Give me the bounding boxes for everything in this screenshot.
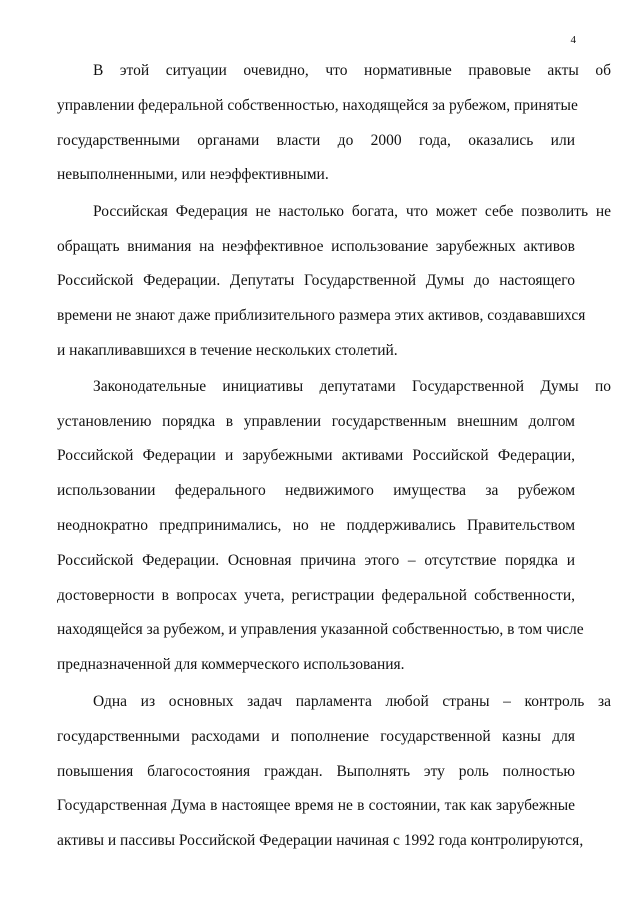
paragraph-2-line-1: Российская Федерация не настолько богата, что может себе позволить не xyxy=(93,203,611,220)
paragraph-3-line-7: достоверности в вопросах учета, регистрации федеральной собственности, xyxy=(57,587,575,604)
paragraph-3-line-1: Законодательные инициативы депутатами Государственной Думы по xyxy=(93,378,611,395)
paragraph-4-line-3: повышения благосостояния граждан. Выполнять эту роль полностью xyxy=(57,763,575,780)
paragraph-1-line-3: государственными органами власти до 2000 года, оказались или xyxy=(57,132,575,149)
paragraph-2-line-3: Российской Федерации. Депутаты Государственной Думы до настоящего xyxy=(57,272,575,289)
page-number: 4 xyxy=(570,34,576,46)
paragraph-3-line-6: Российской Федерации. Основная причина этого – отсутствие порядка и xyxy=(57,552,575,569)
paragraph-4-line-2: государственными расходами и пополнение государственной казны для xyxy=(57,728,575,745)
paragraph-3-line-2: установлению порядка в управлении государственным внешним долгом xyxy=(57,413,575,430)
paragraph-3-line-9: предназначенной для коммерческого использования. xyxy=(57,656,405,673)
paragraph-3-line-4: использовании федерального недвижимого имущества за рубежом xyxy=(57,482,575,499)
paragraph-4-line-5: активы и пассивы Российской Федерации начиная с 1992 года контролируются, xyxy=(57,832,584,849)
paragraph-1-line-1: В этой ситуации очевидно, что нормативные правовые акты об xyxy=(93,62,611,79)
paragraph-3-line-3: Российской Федерации и зарубежными активами Российской Федерации, xyxy=(57,447,575,464)
paragraph-3-line-5: неоднократно предпринимались, но не поддерживались Правительством xyxy=(57,517,575,534)
paragraph-4-line-1: Одна из основных задач парламента любой страны – контроль за xyxy=(93,693,611,710)
paragraph-3-line-8: находящейся за рубежом, и управления указанной собственностью, в том числе xyxy=(57,621,584,638)
paragraph-4-line-4: Государственная Дума в настоящее время не в состоянии, так как зарубежные xyxy=(57,797,575,814)
paragraph-2-line-5: и накапливавшихся в течение нескольких столетий. xyxy=(57,342,398,359)
paragraph-2-line-4: времени не знают даже приблизительного размера этих активов, создававшихся xyxy=(57,307,586,324)
paragraph-2-line-2: обращать внимания на неэффективное использование зарубежных активов xyxy=(57,238,575,255)
paragraph-1-line-2: управлении федеральной собственностью, находящейся за рубежом, принятые xyxy=(57,97,578,114)
paragraph-1-line-4: невыполненными, или неэффективными. xyxy=(57,166,329,183)
